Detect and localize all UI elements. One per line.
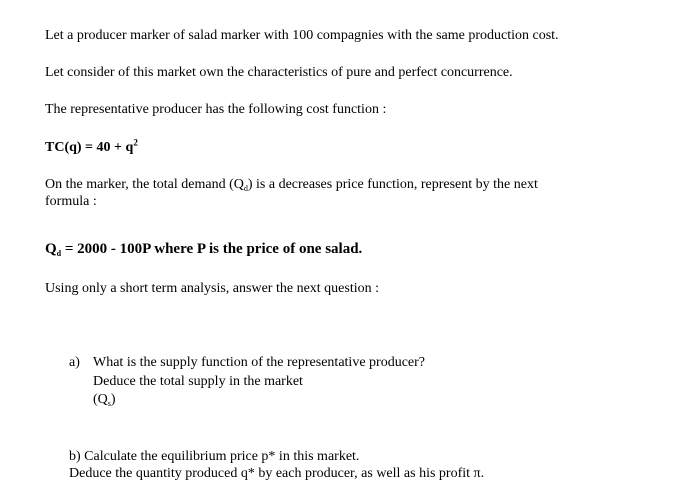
cost-function: [45, 139, 138, 156]
question-a-line-3: [93, 391, 116, 409]
demand-intro-line-1: [45, 176, 538, 194]
question-b-line-1: b) Calculate the equilibrium price p* in this market.: [69, 449, 360, 464]
intro-line-2: Let consider of this market own the characteristics of pure and perfect concurrence.: [45, 65, 513, 80]
intro-line-3: The representative producer has the following cost function :: [45, 102, 387, 117]
question-b-line-2: Deduce the quantity produced q* by each producer, as well as his profit π.: [69, 466, 485, 481]
question-a-line3-post: ): [110, 392, 116, 407]
instruction-line: Using only a short term analysis, answer the next question :: [45, 281, 379, 296]
demand-formula-rest: = 2000 - 100P where P is the price of one salad.: [61, 241, 363, 257]
question-a-text-1: What is the supply function of the representative producer?: [93, 355, 425, 370]
cost-function-exponent: 2: [133, 137, 138, 148]
demand-intro-pre: On the marker, the total demand (Q: [45, 177, 244, 192]
question-a-line-1: [69, 354, 425, 371]
demand-formula: [45, 241, 362, 259]
demand-formula-q: Q: [45, 241, 57, 257]
question-a-line3-subscript: s: [107, 399, 111, 408]
demand-intro-post: ) is a decreases price function, represent by the next: [247, 177, 538, 192]
question-a-line-2: Deduce the total supply in the market: [93, 374, 303, 389]
intro-line-1: Let a producer marker of salad marker with 100 compagnies with the same production cost.: [45, 28, 559, 43]
question-a-line3-pre: (Q: [93, 392, 108, 407]
demand-intro-line-2: formula :: [45, 194, 97, 209]
demand-intro-subscript: d: [243, 184, 248, 193]
cost-function-lhs: TC(q) = 40 + q: [45, 140, 134, 155]
question-a-marker: a): [69, 355, 80, 370]
demand-formula-subscript: d: [56, 249, 62, 258]
